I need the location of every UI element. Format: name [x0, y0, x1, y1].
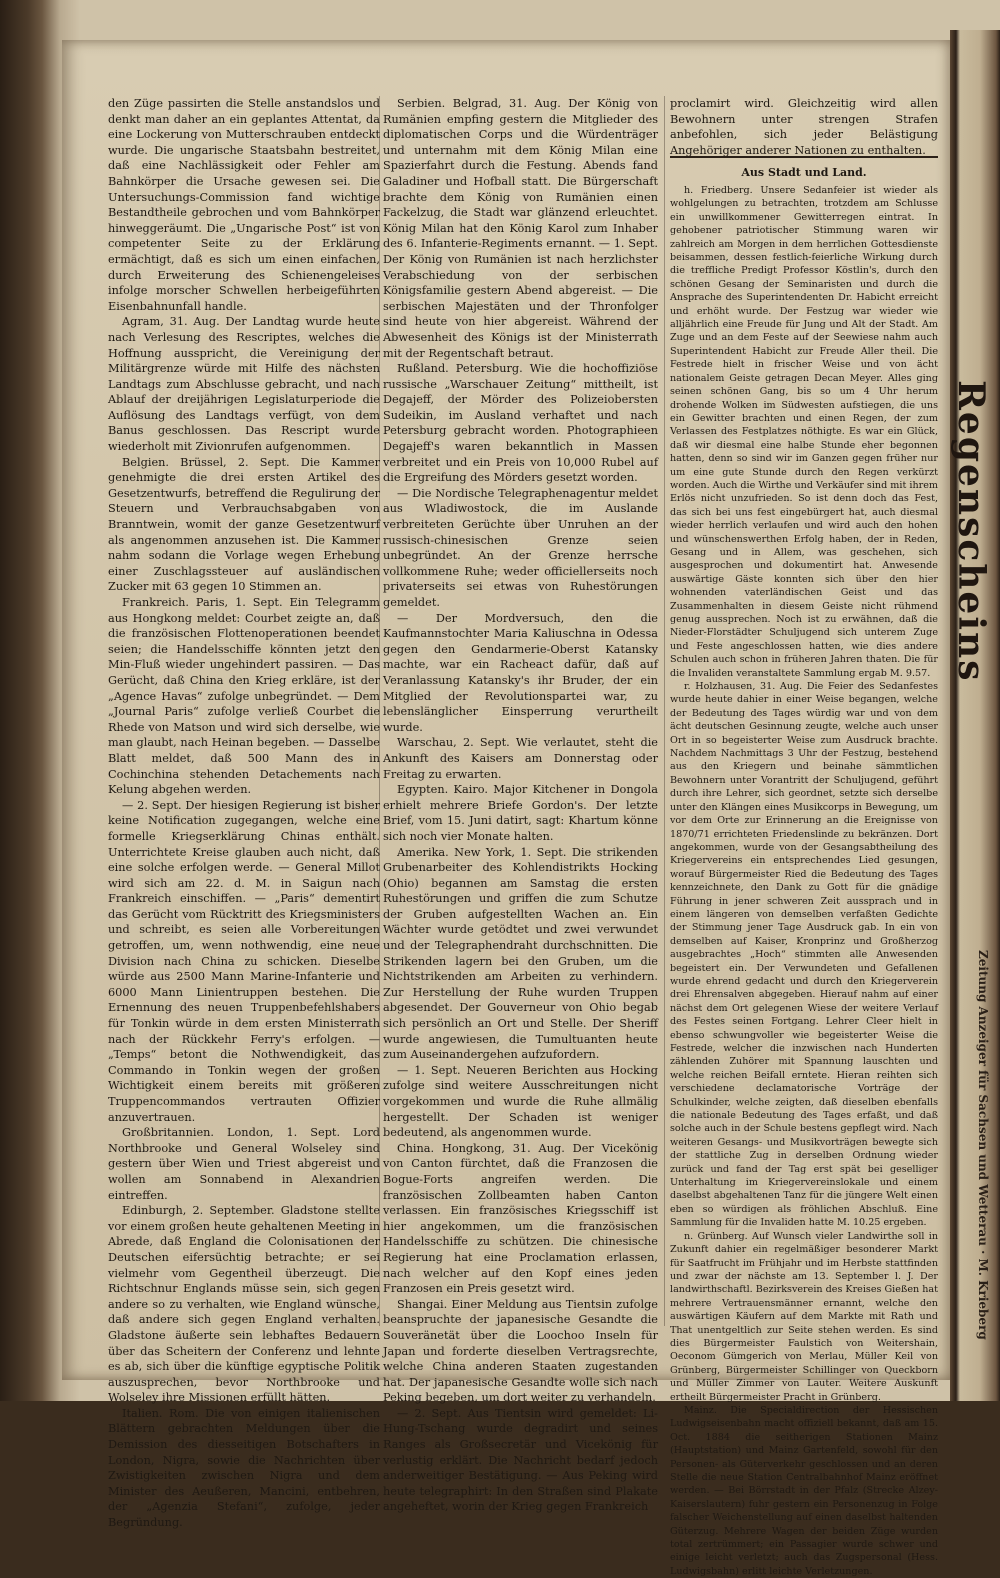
- article-paragraph: h. Friedberg. Unsere Sedanfeier ist wieder als wohlgelungen zu betrachten, trotzdem am Schlusse ein unwillkommener Gewitterregen eintrat. In gehobener patriotischer Stimmung waren wir zahlreich am Morgen in dem herrlichen Gottesdienste beisammen, dessen festlich-feierliche Wirkung durch die treffliche Predigt Professor Köstlin's, durch den schönen Gesang der Seminaristen und durch die Ansprache des Superintendenten Dr. Habicht erreicht und erhöht wurde. Der Festzug war wieder wie alljährlich eine Freude für Jung und Alt der Stadt. Am Zuge und an dem Feste auf der Seewiese nahm auch Superintendent Habicht zur Freude Aller theil. Die Festrede hielt in frischer Weise und von ächt nationalem Geiste getragen Decan Meyer. Alles ging seinen schönen Gang, bis so um 4 Uhr herum drohende Wolken im Südwesten aufstiegen, die uns ein Gewitter brachten und einen Regen, der zum Verlassen des Festplatzes nöthigte. Es war ein Glück, daß wir diesmal eine halbe Stunde eher begonnen hatten, denn so sind wir im Ganzen gegen früher nur um eine gute Stunde durch den Regen verkürzt worden. Auch die Wirthe und Verkäufer sind mit ihrem Erlös nicht unzufrieden. So ist denn doch das Fest, das sich bei uns fest eingebürgert hat, auch diesmal wieder herrlich verlaufen und wird auch den hohen und wünschenswerthen Erfolg haben, der in Reden, Gesang und in Allem, was geschehen, sich ausgesprochen und dokumentirt hat. Anwesende auswärtige Gäste konnten sich über den hier wohnenden vaterländischen Geist und das Zusammenhalten in diesem Geiste nicht rühmend genug aussprechen. Noch ist zu erwähnen, daß die Nieder-Florstädter Schuljugend sich unterem Zuge und Feste angeschlossen hatten, wie dies andere Schulen auch schon in früheren Jahren thaten. Die für die Invaliden veranstaltete Sammlung ergab M. 9.57.: [670, 185, 938, 679]
- article-paragraph: n. Grünberg. Auf Wunsch vieler Landwirthe soll in Zukunft dahier ein regelmäßiger besonderer Markt für Saatfrucht im Frühjahr und im Herbste stattfinden und zwar der nächste am 13. September l. J. Der landwirthschaftl. Bezirksverein des Kreises Gießen hat mehrere Vertrauensmänner ernannt, welche den auswärtigen Käufern auf dem Markte mit Rath und That unentgeltlich zur Seite stehen werden. Es sind dies Bürgermeister Faulstich von Weitershain, Oeconom Gümgerich von Merlau, Müller Keil von Grünberg, Bürgermeister Schillinger von Queckborn und Müller Zimmer von Lauter. Weitere Auskunft ertheilt Bürgermeister Pracht in Grünberg.: [670, 1230, 938, 1403]
- article-paragraph: Egypten. Kairo. Major Kitchener in Dongola erhielt mehrere Briefe Gordon's. Der letzte Brief, vom 15. Juni datirt, sagt: Khartum könne sich noch vier Monate halten.: [383, 783, 658, 843]
- column-1: [108, 96, 380, 1531]
- article-paragraph: den Züge passirten die Stelle anstandslos und denkt man daher an ein geplantes Attentat, da eine Lockerung von Mutterschrauben entdeckt wurde. Die ungarische Staatsbahn bestreitet, daß eine Nachlässigkeit oder Fehler am Bahnkörper die Ursache gewesen sei. Die Untersuchungs-Commission fand wichtige Bestandtheile gebrochen und vom Bahnkörper hinweggeräumt. Die „Ungarische Post“ ist von competenter Seite zu der Erklärung ermächtigt, daß es sich um einen einfachen, durch Erweiterung des Schienengeleises infolge morscher Schwellen herbeigeführten Eisenbahnunfall handle.: [108, 97, 380, 313]
- masthead-title: Regenscheins: [950, 380, 992, 683]
- article-paragraph: Amerika. New York, 1. Sept. Die strikenden Grubenarbeiter des Kohlendistrikts Hocking (Ohio) begannen am Samstag die ersten Ruhestörungen und griffen die zum Schutze der Gruben aufgestellten Wachen an. Ein Wächter wurde getödtet und zwei verwundet und der Telegraphendraht durchschnitten. Die Strikenden lagern bei den Gruben, um die Nichtstrikenden am Arbeiten zu verhindern. Zur Herstellung der Ruhe wurden Truppen abgesendet. Der Gouverneur von Ohio begab sich persönlich an Ort und Stelle. Der Sheriff wurde angewiesen, die Tumultuanten heute zum Auseinandergehen aufzufordern.: [383, 845, 658, 1062]
- article-paragraph: Shangai. Einer Meldung aus Tientsin zufolge beanspruchte der japanesische Gesandte die Souveränetät über die Loochoo Inseln für Japan und forderte dieselben Vertragsrechte, welche China anderen Staaten zugestanden hat. Der japanesische Gesandte wolle sich nach Peking begeben, um dort weiter zu verhandeln.: [383, 1297, 658, 1405]
- article-paragraph: Edinburgh, 2. September. Gladstone stellte vor einem großen heute gehaltenen Meeting in Abrede, daß England die Colonisationen der Deutschen eifersüchtig betrachte; er sei vielmehr vom Gegentheil überzeugt. Die Richtschnur Englands müsse sein, sich gegen andere so zu verhalten, wie England wünsche, daß andere sich gegen England verhalten. Gladstone äußerte sein lebhaftes Bedauern über das Scheitern der Conferenz und lehnte es ab, sich über die künftige egyptische Politik auszusprechen, bevor Northbrooke und Wolseley ihre Missionen erfüllt hätten.: [108, 1204, 380, 1405]
- section-rule: [670, 156, 938, 158]
- article-paragraph: Großbritannien. London, 1. Sept. Lord Northbrooke und General Wolseley sind gestern über Wien und Triest abgereist und wollen am Sonnabend in Alexandrien eintreffen.: [108, 1126, 380, 1202]
- article-paragraph: proclamirt wird. Gleichzeitig wird allen Bewohnern unter strengen Strafen anbefohlen, sich jeder Belästigung Angehöriger anderer Nationen zu enthalten.: [670, 97, 938, 157]
- column-3-top: [670, 96, 938, 158]
- article-paragraph: — Die Nordische Telegraphenagentur meldet aus Wladiwostock, die im Auslande verbreiteten Gerüchte über Unruhen an der russisch-chinesischen Grenze seien unbegründet. An der Grenze herrsche vollkommene Ruhe; weder officiellerseits noch privaterseits sei etwas von Ruhestörungen gemeldet.: [383, 486, 658, 609]
- column-3: [670, 184, 938, 1578]
- article-paragraph: Serbien. Belgrad, 31. Aug. Der König von Rumänien empfing gestern die Mitglieder des diplomatischen Corps und die Würdenträger und unternahm mit dem König Milan eine Spazierfahrt durch die Festung. Abends fand Galadiner und Hofball statt. Die Bürgerschaft brachte dem König von Rumänien einen Fackelzug, die Stadt war glänzend erleuchtet. König Milan hat den König Karol zum Inhaber des 6. Infanterie-Regiments ernannt. — 1. Sept. Der König von Rumänien ist nach herzlichster Verabschiedung von der serbischen Königsfamilie gestern Abend abgereist. — Die serbischen Majestäten und der Thronfolger sind heute von hier abgereist. Während der Abwesenheit des Königs ist der Ministerrath mit der Regentschaft betraut.: [383, 97, 658, 360]
- article-paragraph: — Der Mordversuch, den die Kaufmannstochter Maria Kaliuschna in Odessa gegen den Gendarmerie-Oberst Katansky machte, war ein Racheact dafür, daß auf Veranlassung Katansky's ihr Bruder, der ein Mitglied der Revolutionspartei war, zu lebenslänglicher Einsperrung verurtheilt wurde.: [383, 611, 658, 734]
- article-paragraph: Mainz. Die Specialdirection der Hessischen Ludwigseisenbahn macht offiziell bekannt, daß am 15. Oct. 1884 die seitherigen Stationen Mainz (Hauptstation) und Mainz Gartenfeld, sowohl für den Personen- als Güterverkehr geschlossen und an deren Stelle die neue Station Centralbahnhof Mainz eröffnet werden. — Bei Börrstadt in der Pfalz (Strecke Alzey-Kaiserslautern) fuhr gestern ein Personenzug in Folge falscher Weichenstellung auf einen daselbst haltenden Güterzug. Mehrere Wagen der beiden Züge wurden total zertrümmert; ein Passagier wurde schwer und einige leicht verletzt; auch das Zugspersonal (Hess. Ludwigsbahn) erlitt leichte Verletzungen.: [670, 1404, 938, 1577]
- article-paragraph: Frankreich. Paris, 1. Sept. Ein Telegramm aus Hongkong meldet: Courbet zeigte an, daß die französischen Flottenoperationen beendet seien; die Handelsschiffe könnten jetzt den Min-Fluß wieder ungehindert passiren. — Das Gerücht, daß China den Krieg erkläre, ist der „Agence Havas“ zufolge unbegründet. — Dem „Journal Paris“ zufolge verließ Courbet die Rhede von Matson und wird sich derselbe, wie man glaubt, nach Heinan begeben. — Dasselbe Blatt meldet, daß 500 Mann des in Cochinchina stehenden Detachements nach Kelung abgehen werden.: [108, 596, 380, 797]
- article-paragraph: Warschau, 2. Sept. Wie verlautet, steht die Ankunft des Kaisers am Donnerstag oder Freitag zu erwarten.: [383, 736, 658, 781]
- column-divider: [664, 96, 665, 1326]
- column-2: [383, 96, 658, 1515]
- article-paragraph: — 2. Sept. Aus Tientsin wird gemeldet: Li-Hung-Tschang wurde degradirt und seines Ranges als Großsecretär und Vicekönig für verlustig erklärt. Die Nachricht bedarf jedoch anderweitiger Bestätigung. — Aus Peking wird heute telegraphirt: In den Straßen sind Plakate angeheftet, worin der Krieg gegen Frankreich: [383, 1406, 658, 1514]
- article-paragraph: — 2. Sept. Der hiesigen Regierung ist bisher keine Notification zugegangen, welche eine formelle Kriegserklärung Chinas enthält. Unterrichtete Kreise glauben auch nicht, daß eine solche erfolgen werde. — General Millot wird sich am 22. d. M. in Saigun nach Frankreich einschiffen. — „Paris“ dementirt das Gerücht vom Rücktritt des Kriegsministers und schreibt, es seien alle Vorbereitungen getroffen, um, wenn nothwendig, eine neue Division nach China zu schicken. Dieselbe würde aus 2500 Mann Marine-Infanterie und 6000 Mann Linientruppen bestehen. Die Ernennung des neuen Truppenbefehlshabers für Tonkin würde in dem ersten Ministerrath nach der Rückkehr Ferry's erfolgen. — „Temps“ betont die Nothwendigkeit, das Commando in Tonkin wegen der großen Wichtigkeit einem bereits mit größeren Truppencommandos vertrauten Offizier anzuvertrauen.: [108, 798, 380, 1124]
- masthead-subtitle: Zeitung Anzeiger für Sachsen und Wetterau · M. Krieberg: [976, 950, 990, 1340]
- article-paragraph: Belgien. Brüssel, 2. Sept. Die Kammer genehmigte die drei ersten Artikel des Gesetzentwurfs, betreffend die Regulirung der Steuern und Verbrauchsabgaben von Branntwein, womit der ganze Gesetzentwurf als angenommen anzusehen ist. Die Kammer nahm sodann die Vorlage wegen Erhebung einer Zuschlagssteuer auf ausländischen Zucker mit 63 gegen 10 Stimmen an.: [108, 455, 380, 594]
- article-paragraph: — 1. Sept. Neueren Berichten aus Hocking zufolge sind weitere Ausschreitungen nicht vorgekommen und wurde die Ruhe allmälig hergestellt. Der Schaden ist weniger bedeutend, als angenommen wurde.: [383, 1063, 658, 1140]
- article-paragraph: China. Hongkong, 31. Aug. Der Vicekönig von Canton fürchtet, daß die Franzosen die Bogue-Forts angreifen werden. Die französischen Zollbeamten haben Canton verlassen. Ein französisches Kriegsschiff ist hier angekommen, um die französischen Handelsschiffe zu schützen. Die chinesische Regierung hat eine Proclamation erlassen, nach welcher auf den Kopf eines jeden Franzosen ein Preis gesetzt wird.: [383, 1141, 658, 1296]
- article-paragraph: Agram, 31. Aug. Der Landtag wurde heute nach Verlesung des Rescriptes, welches die Hoffnung ausspricht, die Vereinigung der Militärgrenze würde mit Hilfe des nächsten Landtags zum Abschlusse gebracht, und nach Ablauf der dreijährigen Legislaturperiode die Auflösung des Landtags verfügt, von dem Banus geschlossen. Das Rescript wurde wiederholt mit Zivionrufen aufgenommen.: [108, 315, 380, 454]
- article-paragraph: Italien. Rom. Die von einigen italienischen Blättern gebrachten Meldungen über die Demission des diesseitigen Botschafters in London, Nigra, sowie die Nachrichten über Zwistigkeiten zwischen Nigra und dem Minister des Aeußeren, Mancini, entbehren, der „Agenzia Stefani“, zufolge, jeder Begründung.: [108, 1406, 380, 1530]
- section-heading: Aus Stadt und Land.: [741, 166, 867, 179]
- article-paragraph: Rußland. Petersburg. Wie die hochoffiziöse russische „Warschauer Zeitung“ mittheilt, ist Degajeff, der Mörder des Polizeiobersten Sudeikin, im Ausland verhaftet und nach Petersburg gebracht worden. Photographieen Degajeff's waren bekanntlich in Massen verbreitet und ein Preis von 10,000 Rubel auf die Ergreifung des Mörders gesetzt worden.: [383, 362, 658, 485]
- article-paragraph: r. Holzhausen, 31. Aug. Die Feier des Sedanfestes wurde heute dahier in einer Weise begangen, welche der Bedeutung des Tages würdig war und von dem ächt deutschen Gesinnung zeugte, welche auch unser Ort in so begeisterter Weise zum Ausdruck brachte. Nachdem Nachmittags 3 Uhr der Festzug, bestehend aus den Kriegern und beinahe sämmtlichen Bewohnern unter Vorantritt der Schuljugend, geführt durch ihre Lehrer, sich geordnet, setzte sich derselbe unter den Klängen eines Musikcorps in Bewegung, um vor dem Orte zur Erinnerung an die Ereignisse von 1870/71 errichteten Friedenslinde zu bekränzen. Dort angekommen, wurde von der Gesangsabtheilung des Kriegervereins ein entsprechendes Lied gesungen, worauf Bürgermeister Ried die Bedeutung des Tages kennzeichnete, den Dank zu Gott für die gnädige Führung in jener schweren Zeit aussprach und in einem längeren von demselben verfaßten Gedichte der Stimmung jener Tage Ausdruck gab. In ein von demselben auf Kaiser, Kronprinz und Großherzog ausgebrachtes „Hoch“ stimmten alle Anwesenden begeistert ein. Der Verwundeten und Gefallenen wurde ehrend gedacht und durch den Kriegerverein drei Ehrensalven abgegeben. Hierauf nahm auf einer nächst dem Ort gelegenen Wiese der weitere Verlauf des Festes seinen Fortgang. Lehrer Cleer hielt in ebenso schwungvoller wie begeisterter Weise die Festrede, welcher die inzwischen nach Hunderten zählenden Zuhörer mit Spannung lauschten und welche reichen Beifall erntete. Hieran reihten sich verschiedene declamatorische Vorträge der Schulkinder, welche zeigten, daß dieselben ebenfalls die nationale Bedeutung des Tages erfaßt, und daß solche auch in der Schule bestens gepflegt wird. Nach weiteren Gesangs- und Musikvorträgen bewegte sich der stattliche Zug in derselben Ordnung wieder zurück und fand der Tag erst spät bei geselliger Unterhaltung im Kriegervereinslokale und einem daselbst abgehaltenen Tanz für die jüngere Welt einen eben so würdigen als fröhlichen Abschluß. Eine Sammlung für die Invaliden hatte M. 10.25 ergeben.: [670, 681, 938, 1229]
